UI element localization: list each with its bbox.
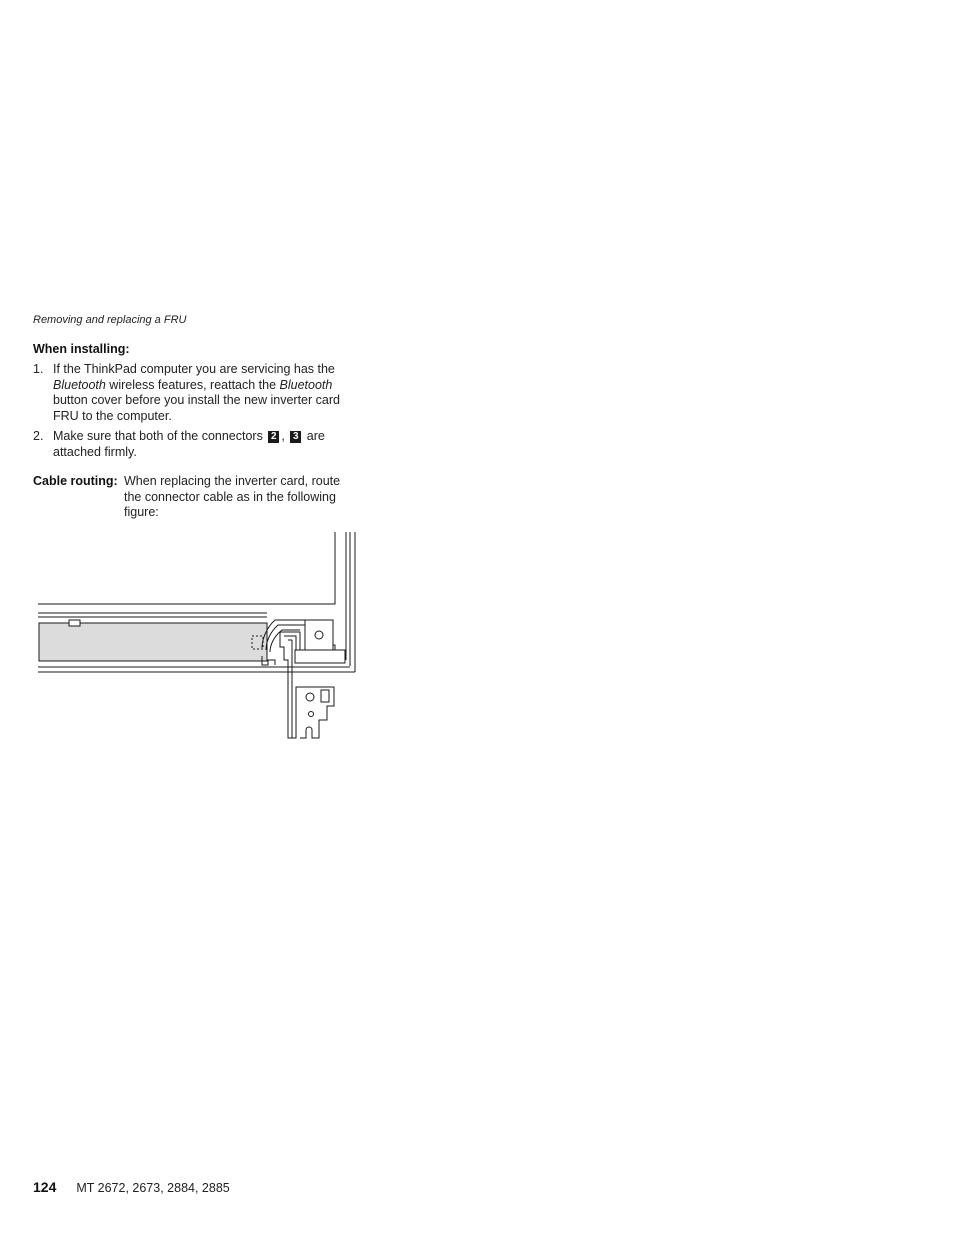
step-text-part: wireless features, reattach the	[105, 377, 280, 392]
installation-steps	[33, 362, 353, 465]
step-1	[33, 362, 353, 424]
cable-routing-label: Cable routing:	[33, 474, 118, 488]
step-2	[33, 429, 353, 460]
step-text	[53, 362, 348, 424]
step-text-part: button cover before you install the new inverter card FRU to the computer.	[53, 393, 340, 423]
section-heading: When installing:	[33, 342, 130, 356]
running-header: Removing and replacing a FRU	[33, 314, 187, 326]
step-text-part: If the ThinkPad computer you are servicing has the	[53, 362, 335, 376]
step-number: 1.	[33, 362, 44, 376]
bezel-frame-right	[346, 532, 355, 672]
hinge-lower-small-hole	[309, 712, 314, 717]
step-text-part: Make sure that both of the connectors	[53, 429, 267, 443]
cable-routing	[33, 474, 353, 521]
hinge-block-upper	[305, 620, 333, 650]
cable-routing-figure	[0, 528, 370, 743]
step-text	[53, 429, 348, 460]
hinge-lower-slot	[321, 690, 329, 702]
machine-types: MT 2672, 2673, 2884, 2885	[76, 1181, 230, 1195]
step-text-part: are attached firmly.	[53, 429, 325, 459]
page-footer	[33, 1179, 230, 1195]
bluetooth-term: Bluetooth	[279, 377, 333, 392]
card-clip	[69, 620, 80, 626]
bluetooth-term: Bluetooth	[53, 377, 106, 392]
inverter-card	[39, 623, 267, 661]
step-number: 2.	[33, 429, 44, 443]
cable-routing-text: When replacing the inverter card, route the connector cable as in the following figure:	[124, 474, 341, 519]
page-number: 124	[33, 1179, 57, 1195]
callout-badge: 2	[268, 431, 279, 443]
hinge-lower-hole	[306, 693, 314, 701]
hinge-arm-inner	[284, 636, 296, 738]
lcd-panel-outline	[38, 532, 335, 604]
step-text-part: ,	[281, 429, 289, 443]
hinge-plate	[295, 650, 345, 663]
callout-badge: 3	[290, 431, 301, 443]
